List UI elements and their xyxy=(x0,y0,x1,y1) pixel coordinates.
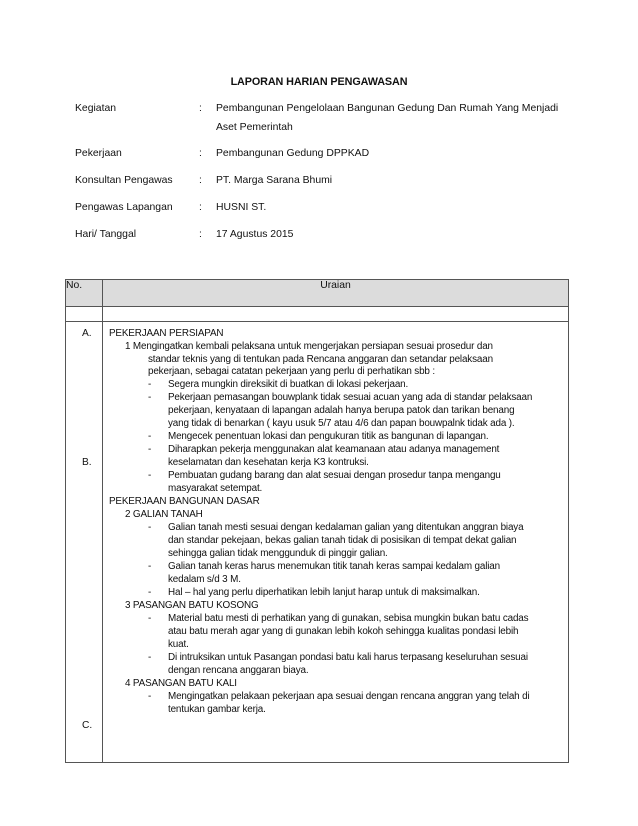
bullet-dash: - xyxy=(148,561,152,572)
bullet-dash: - xyxy=(148,652,152,663)
bullet-dash: - xyxy=(148,522,152,533)
bullet-dash: - xyxy=(148,392,152,403)
bullet-text: Segera mungkin direksikit di buatkan di lokasi pekerjaan. xyxy=(168,379,409,390)
section-heading: PEKERJAAN PERSIAPAN xyxy=(109,328,224,339)
bullet-dash: - xyxy=(148,444,152,455)
description-cell xyxy=(103,322,569,763)
meta-colon: : xyxy=(199,103,202,114)
bullet-text: Galian tanah mesti sesuai dengan kedalaman galian yang ditentukan anggran biaya xyxy=(168,522,524,533)
bullet-text: Galian tanah keras harus menemukan titik tanah keras sampai kedalam galian xyxy=(168,561,500,572)
bullet-text: tentukan gambar kerja. xyxy=(168,704,266,715)
meta-label: Pengawas Lapangan xyxy=(75,202,173,213)
section-letter-c: C. xyxy=(82,720,93,731)
table-row xyxy=(66,322,569,763)
bullet-text: Mengecek penentuan lokasi dan pengukuran titik as bangunan di lapangan. xyxy=(168,431,489,442)
bullet-text: dengan rencana anggaran biaya. xyxy=(168,665,309,676)
uraian-table xyxy=(65,279,569,763)
meta-value: PT. Marga Sarana Bhumi xyxy=(216,175,333,186)
bullet-dash: - xyxy=(148,587,152,598)
meta-value: Pembangunan Gedung DPPKAD xyxy=(216,148,370,159)
meta-label: Kegiatan xyxy=(75,103,117,114)
number-cell xyxy=(66,322,103,763)
bullet-dash: - xyxy=(148,691,152,702)
bullet-dash: - xyxy=(148,379,152,390)
meta-label: Hari/ Tanggal xyxy=(75,229,137,240)
section-letter-a: A. xyxy=(82,328,92,339)
list-item: 4 PASANGAN BATU KALI xyxy=(125,678,237,689)
bullet-text: kuat. xyxy=(168,639,189,650)
meta-label: Pekerjaan xyxy=(75,148,122,159)
meta-colon: : xyxy=(199,202,202,213)
bullet-dash: - xyxy=(148,613,152,624)
bullet-text: atau batu merah agar yang di gunakan lebih kokoh sehingga kualitas pondasi lebih xyxy=(168,626,519,637)
column-header-no: No. xyxy=(66,280,103,307)
bullet-text: Hal – hal yang perlu diperhatikan lebih lanjut harap untuk di maksimalkan. xyxy=(168,587,480,598)
meta-colon: : xyxy=(199,148,202,159)
bullet-text: masyarakat setempat. xyxy=(168,483,263,494)
meta-value-line2: Aset Pemerintah xyxy=(216,122,293,133)
table-spacer-row xyxy=(66,307,569,322)
list-item: 1 Mengingatkan kembali pelaksana untuk mengerjakan persiapan sesuai prosedur dan xyxy=(125,341,493,352)
meta-value: HUSNI ST. xyxy=(216,202,267,213)
spacer-cell xyxy=(66,307,103,322)
column-header-uraian: Uraian xyxy=(103,280,569,307)
bullet-text: Pembuatan gudang barang dan alat sesuai dengan prosedur tanpa mengangu xyxy=(168,470,501,481)
bullet-text: sehingga galian tidak menggunduk di pinggir galian. xyxy=(168,548,388,559)
bullet-text: keselamatan dan kesehatan kerja K3 kontruksi. xyxy=(168,457,369,468)
section-heading: PEKERJAAN BANGUNAN DASAR xyxy=(109,496,260,507)
list-item: 3 PASANGAN BATU KOSONG xyxy=(125,600,259,611)
meta-colon: : xyxy=(199,175,202,186)
list-item: 2 GALIAN TANAH xyxy=(125,509,203,520)
page-title: LAPORAN HARIAN PENGAWASAN xyxy=(230,76,408,88)
bullet-text: Material batu mesti di perhatikan yang di gunakan, sebisa mungkin bukan batu cadas xyxy=(168,613,529,624)
meta-colon: : xyxy=(199,229,202,240)
meta-value: Pembangunan Pengelolaan Bangunan Gedung Dan Rumah Yang Menjadi xyxy=(216,103,559,114)
bullet-dash: - xyxy=(148,431,152,442)
bullet-text: pekerjaan, kenyataan di lapangan adalah hanya berupa patok dan tarikan benang xyxy=(168,405,515,416)
table-header-row xyxy=(66,280,569,307)
spacer-cell xyxy=(103,307,569,322)
bullet-text: dan standar pekejaan, bekas galian tanah tidak di posisikan di tempat dekat galian xyxy=(168,535,517,546)
bullet-text: yang tidak di benarkan ( kayu usuk 5/7 atau 4/6 dan papan bouwpalnk tidak ada ). xyxy=(168,418,515,429)
bullet-text: Mengingatkan pelakaan pekerjaan apa sesuai dengan rencana anggran yang telah di xyxy=(168,691,530,702)
list-item-text: standar teknis yang di tentukan pada Rencana anggaran dan setandar pelaksaan xyxy=(148,354,493,365)
bullet-text: Diharapkan pekerja menggunakan alat keamanaan atau adanya management xyxy=(168,444,500,455)
section-letter-b: B. xyxy=(82,457,92,468)
list-item-text: pekerjaan, sebagai catatan pekerjaan yang perlu di perhatikan sbb : xyxy=(148,366,435,377)
bullet-text: Pekerjaan pemasangan bouwplank tidak sesuai acuan yang ada di standar pelaksaan xyxy=(168,392,533,403)
bullet-text: kedalam s/d 3 M. xyxy=(168,574,241,585)
bullet-text: Di intruksikan untuk Pasangan pondasi batu kali harus terpasang keseluruhan sesuai xyxy=(168,652,528,663)
meta-label: Konsultan Pengawas xyxy=(75,175,173,186)
bullet-dash: - xyxy=(148,470,152,481)
meta-value: 17 Agustus 2015 xyxy=(216,229,294,240)
